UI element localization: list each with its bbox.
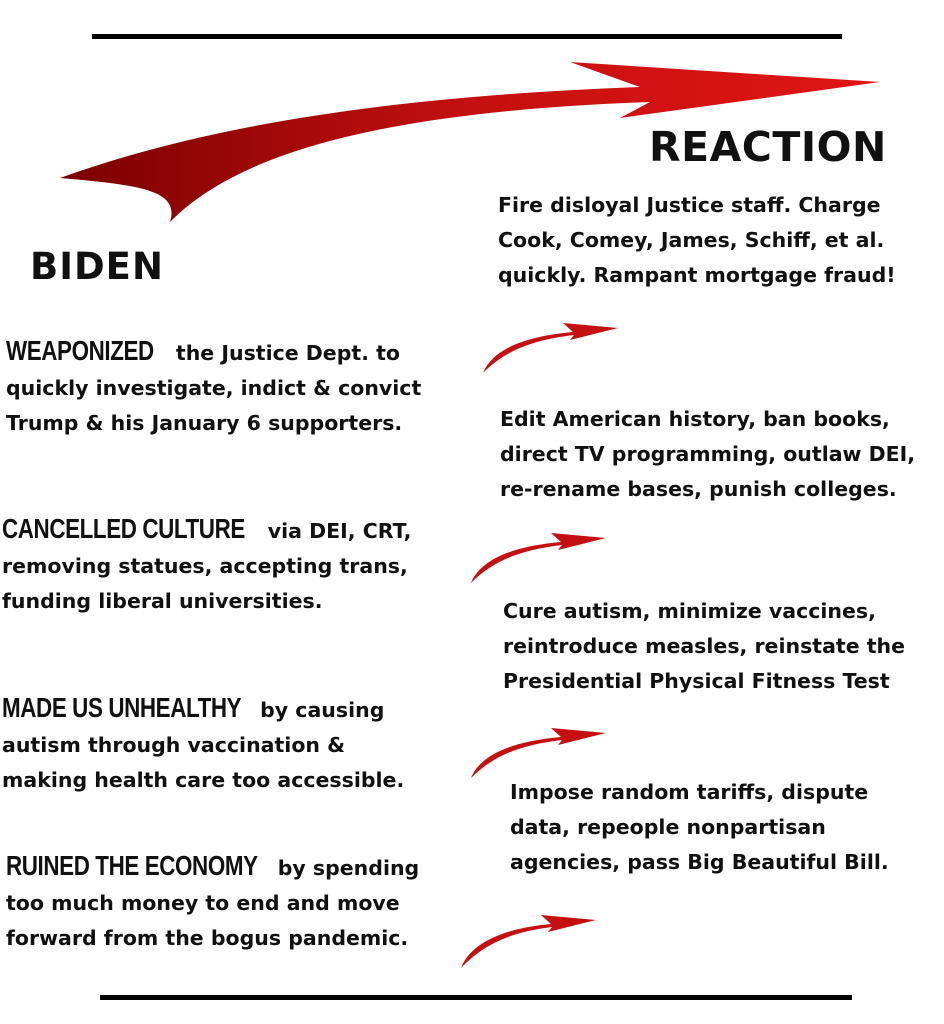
biden-item-2: [2, 511, 411, 619]
item-line: making health care too accessible.: [2, 768, 405, 792]
item-line: funding liberal universities.: [2, 589, 323, 613]
reaction-line: Edit American history, ban books,: [500, 407, 890, 431]
small-arrow-icon: [466, 528, 611, 588]
reaction-item-1: [498, 188, 896, 293]
biden-item-4: [6, 848, 419, 956]
item-lead-rest: by spending: [270, 856, 420, 880]
small-arrow-icon: [456, 910, 601, 972]
reaction-line: Impose random tariffs, dispute: [510, 780, 869, 804]
item-line: forward from the bogus pandemic.: [6, 926, 409, 950]
reaction-item-2: [500, 402, 915, 507]
reaction-heading: REACTION: [649, 123, 887, 171]
reaction-line: reintroduce measles, reinstate the: [503, 634, 906, 658]
reaction-line: Cure autism, minimize vaccines,: [503, 599, 876, 623]
item-line: autism through vaccination &: [2, 733, 346, 757]
item-lead-rest: the Justice Dept. to: [168, 341, 400, 365]
small-arrow-icon: [466, 723, 611, 783]
reaction-item-3: [503, 594, 905, 699]
biden-item-1: [6, 333, 421, 441]
bottom-rule: [100, 995, 852, 1000]
item-lead: WEAPONIZED: [6, 335, 154, 366]
reaction-line: quickly. Rampant mortgage fraud!: [498, 263, 896, 287]
item-lead: MADE US UNHEALTHY: [2, 692, 242, 723]
reaction-item-4: [510, 775, 889, 880]
item-lead: CANCELLED CULTURE: [2, 513, 245, 544]
small-arrow-icon: [478, 318, 623, 378]
reaction-line: re-rename bases, punish colleges.: [500, 477, 897, 501]
item-lead-rest: by causing: [252, 698, 385, 722]
item-lead: RUINED THE ECONOMY: [6, 850, 258, 881]
item-lead-rest: via DEI, CRT,: [260, 519, 412, 543]
reaction-line: data, repeople nonpartisan: [510, 815, 826, 839]
item-line: Trump & his January 6 supporters.: [6, 411, 403, 435]
reaction-line: Fire disloyal Justice staff. Charge: [498, 193, 881, 217]
reaction-line: agencies, pass Big Beautiful Bill.: [510, 850, 889, 874]
biden-heading: BIDEN: [30, 245, 164, 288]
reaction-line: Presidential Physical Fitness Test: [503, 669, 890, 693]
reaction-line: Cook, Comey, James, Schiff, et al.: [498, 228, 885, 252]
reaction-line: direct TV programming, outlaw DEI,: [500, 442, 916, 466]
item-line: removing statues, accepting trans,: [2, 554, 408, 578]
item-line: too much money to end and move: [6, 891, 400, 915]
item-line: quickly investigate, indict & convict: [6, 376, 422, 400]
biden-item-3: [2, 690, 404, 798]
